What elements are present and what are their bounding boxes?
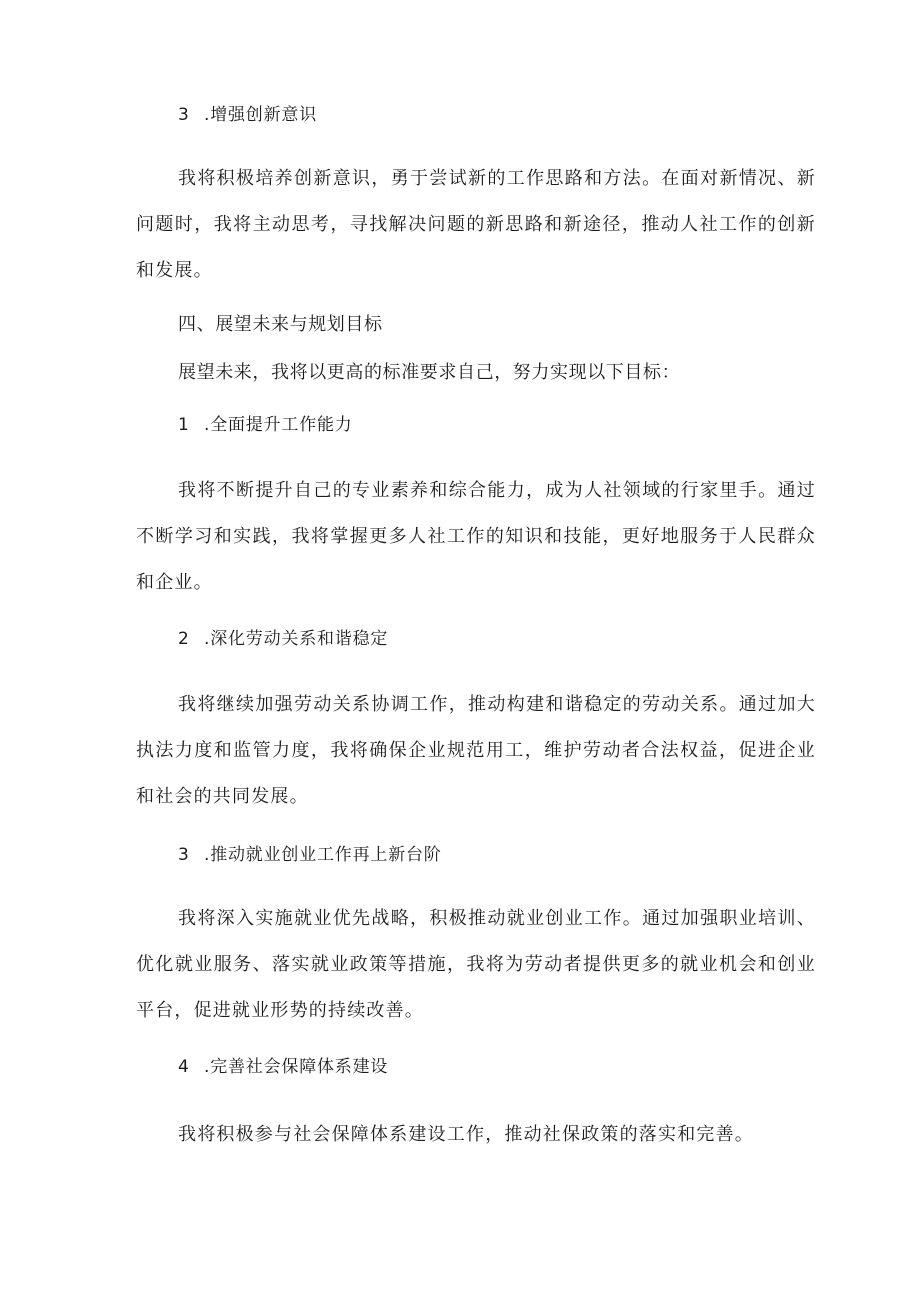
heading-title: .深化劳动关系和谐稳定 <box>204 629 389 649</box>
heading-number: 2 <box>178 629 190 649</box>
heading-number: 1 <box>178 415 190 435</box>
paragraph-goal-3: 我将深入实施就业优先战略，积极推动就业创业工作。通过加强职业培训、优化就业服务、落实就业政策等措施，我将为劳动者提供更多的就业机会和创业平台，促进就业形势的持续改善。 <box>136 908 816 1021</box>
part-heading-4: 四、展望未来与规划目标 <box>178 314 383 335</box>
heading-title: .全面提升工作能力 <box>204 415 353 435</box>
paragraph-goal-4: 我将积极参与社会保障体系建设工作，推动社保政策的落实和完善。 <box>178 1124 754 1145</box>
paragraph-goal-2: 我将继续加强劳动关系协调工作，推动构建和谐稳定的劳动关系。通过加大执法力度和监管力度，我将确保企业规范用工，维护劳动者合法权益，促进企业和社会的共同发展。 <box>136 694 816 807</box>
heading-title: .完善社会保障体系建设 <box>204 1057 389 1077</box>
paragraph-goal-1: 我将不断提升自己的专业素养和综合能力，成为人社领域的行家里手。通过不断学习和实践，我将掌握更多人社工作的知识和技能，更好地服务于人民群众和企业。 <box>136 480 816 593</box>
heading-number: 3 <box>178 845 190 865</box>
heading-number: 3 <box>178 105 190 125</box>
goal-heading-4 <box>178 1056 388 1078</box>
heading-number: 4 <box>178 1057 190 1077</box>
section-heading-3-innovation <box>178 104 317 126</box>
heading-title: .推动就业创业工作再上新台阶 <box>204 845 442 865</box>
goal-heading-2 <box>178 628 388 650</box>
goal-heading-3 <box>178 844 442 866</box>
heading-title: .增强创新意识 <box>204 105 318 125</box>
goal-heading-1 <box>178 414 353 436</box>
paragraph-part4-intro: 展望未来，我将以更高的标准要求自己，努力实现以下目标： <box>178 362 681 383</box>
paragraph-innovation: 我将积极培养创新意识，勇于尝试新的工作思路和方法。在面对新情况、新问题时，我将主动思考，寻找解决问题的新思路和新途径，推动人社工作的创新和发展。 <box>136 168 816 281</box>
